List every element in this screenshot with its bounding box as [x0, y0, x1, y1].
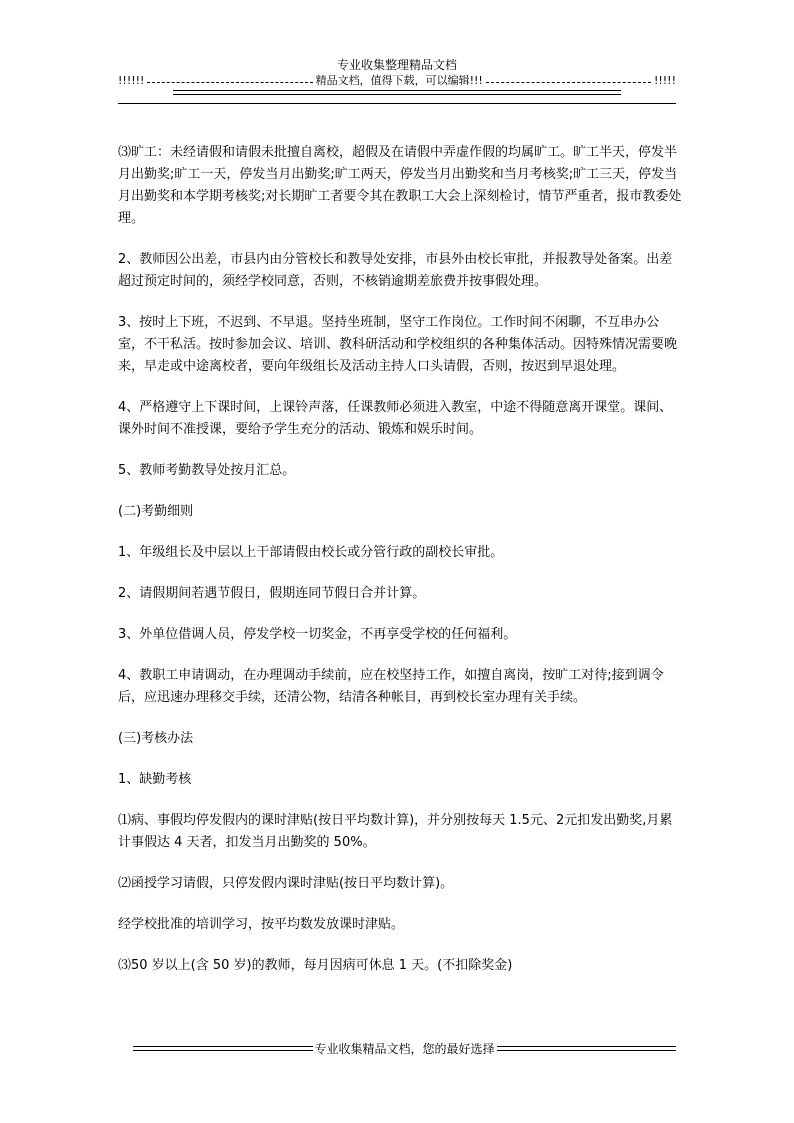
- paragraph: 4、严格遵守上下课时间，上课铃声落，任课教师必须进入教室，中途不得随意离开课堂。课间、课外时间不准授课，要给予学生充分的活动、锻炼和娱乐时间。: [118, 400, 673, 437]
- header-title: 专业收集整理精品文档: [336, 58, 457, 72]
- subsection-heading: 1、缺勤考核: [118, 772, 192, 787]
- page-footer: [133, 1040, 676, 1057]
- header-dash-line-left: [147, 82, 312, 83]
- footer-text: 专业收集精品文档，您的最好选择: [314, 1042, 495, 1056]
- header-tagline-row: [118, 73, 676, 88]
- section-heading: (三)考核办法: [118, 731, 194, 746]
- paragraph: 3、按时上下班，不迟到、不早退。坚持坐班制，坚守工作岗位。工作时间不闲聊，不互串办公室，不干私活。按时参加会议、培训、教科研活动和学校组织的各种集体活动。因特殊情况需要晚来，早走或中途离校者，要向年级组长及活动主持人口头请假，否则，按迟到早退处理。: [118, 315, 678, 374]
- paragraph: 经学校批准的培训学习，按平均数发放课时津贴。: [118, 917, 405, 932]
- paragraph: 3、外单位借调人员，停发学校一切奖金，不再享受学校的任何福利。: [118, 627, 517, 642]
- paragraph: ⑶旷工：未经请假和请假未批擅自离校，超假及在请假中弄虚作假的均属旷工。旷工半天，停发半月出勤奖;旷工一天，停发当月出勤奖;旷工两天，停发当月出勤奖和当月考核奖;旷工三天，停发当月出勤奖和本学期考核奖;对长期旷工者要令其在教职工大会上深刻检讨，情节严重者，报市教委处理。: [118, 145, 682, 226]
- header-dash-line-right: [486, 82, 651, 83]
- paragraph: 4、教职工申请调动，在办理调动手续前，应在校坚持工作，如擅自离岗，按旷工对待;接到调令后，应迅速办理移交手续，还清公物，结清各种帐目，再到校长室办理有关手续。: [118, 668, 664, 705]
- paragraph: 1、年级组长及中层以上干部请假由校长或分管行政的副校长审批。: [118, 545, 504, 560]
- header-left-marks: !!!!!!: [118, 74, 145, 87]
- paragraph: ⑵函授学习请假，只停发假内课时津贴(按日平均数计算)。: [118, 876, 454, 891]
- document-body: [118, 142, 682, 996]
- paragraph: 2、教师因公出差，市县内由分管校长和教导处安排，市县外由校长审批，并报教导处备案。出差超过预定时间的，须经学校同意，否则，不核销逾期差旅费并按事假处理。: [118, 252, 673, 289]
- paragraph: ⑶50 岁以上(含 50 岁)的教师，每月因病可休息 1 天。(不扣除奖金): [118, 958, 513, 973]
- section-heading: (二)考勤细则: [118, 504, 194, 519]
- header-right-marks: !!!!!: [653, 74, 677, 87]
- header-double-rule: [173, 90, 621, 95]
- paragraph: ⑴病、事假均停发假内的课时津贴(按日平均数计算)，并分别按每天 1.5元、2元扣发出勤奖,月累计事假达 4 天者，扣发当月出勤奖的 50%。: [118, 813, 673, 850]
- footer-double-rule-right: [497, 1046, 677, 1051]
- header-tagline: 精品文档，值得下载，可以编辑!!!: [315, 74, 483, 87]
- footer-double-rule-left: [133, 1046, 313, 1051]
- paragraph: 2、请假期间若遇节假日，假期连同节假日合并计算。: [118, 586, 426, 601]
- paragraph: 5、教师考勤教导处按月汇总。: [118, 463, 296, 478]
- page-header: [118, 57, 676, 104]
- header-divider: [118, 103, 676, 104]
